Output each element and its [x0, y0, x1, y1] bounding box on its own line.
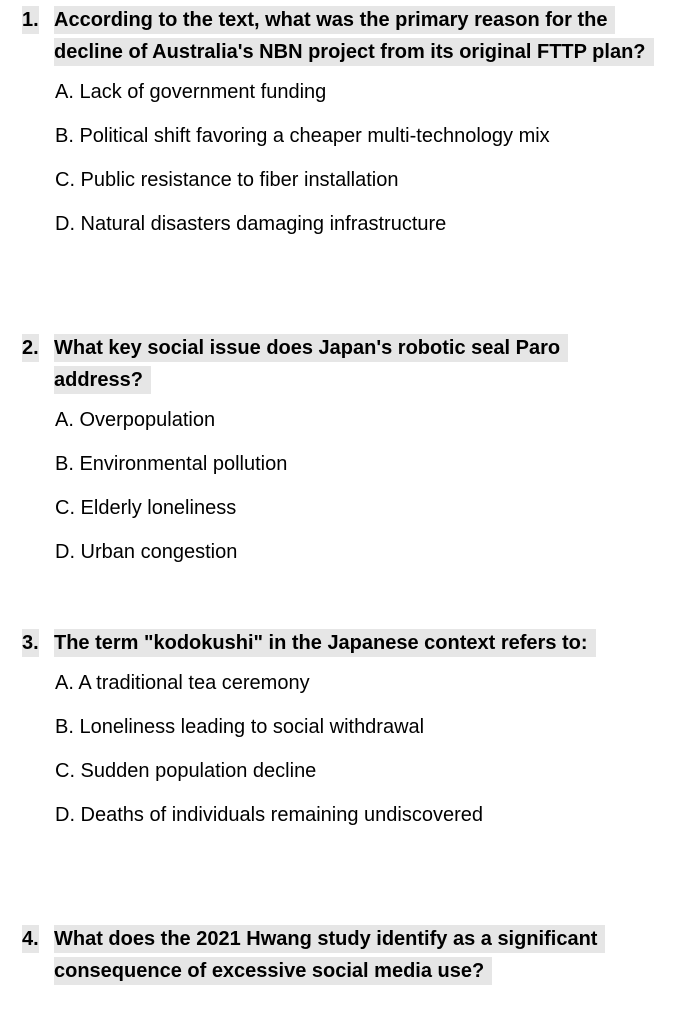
question-text: The term "kodokushi" in the Japanese context refers to: [54, 627, 654, 659]
option-c: C. Public resistance to fiber installation [55, 169, 399, 191]
option-c: C. Sudden population decline [55, 760, 317, 782]
question-4 [22, 923, 662, 987]
option-d: D. Urban congestion [55, 541, 238, 563]
option-d: D. Natural disasters damaging infrastructure [55, 213, 447, 235]
question-number: 1. [22, 4, 39, 36]
question-3 [22, 627, 662, 847]
option-d: D. Deaths of individuals remaining undiscovered [55, 804, 484, 826]
question-1 [22, 4, 662, 256]
answer-options [55, 408, 662, 584]
option-a: A. Overpopulation [55, 409, 216, 431]
option-a: A. Lack of government funding [55, 81, 327, 103]
answer-options [55, 671, 662, 847]
question-text: What key social issue does Japan's robotic seal Paro address? [54, 332, 654, 396]
option-b: B. Political shift favoring a cheaper multi-technology mix [55, 125, 550, 147]
answer-options [55, 80, 662, 256]
option-b: B. Loneliness leading to social withdrawal [55, 716, 425, 738]
question-text: What does the 2021 Hwang study identify as a significant consequence of excessive social media use? [54, 923, 654, 987]
question-text: According to the text, what was the primary reason for the decline of Australia's NBN project from its original FTTP plan? [54, 4, 654, 68]
option-c: C. Elderly loneliness [55, 497, 237, 519]
question-number: 4. [22, 923, 39, 955]
question-number: 3. [22, 627, 39, 659]
option-b: B. Environmental pollution [55, 453, 288, 475]
question-2 [22, 332, 662, 584]
question-number: 2. [22, 332, 39, 364]
option-a: A. A traditional tea ceremony [55, 672, 310, 694]
